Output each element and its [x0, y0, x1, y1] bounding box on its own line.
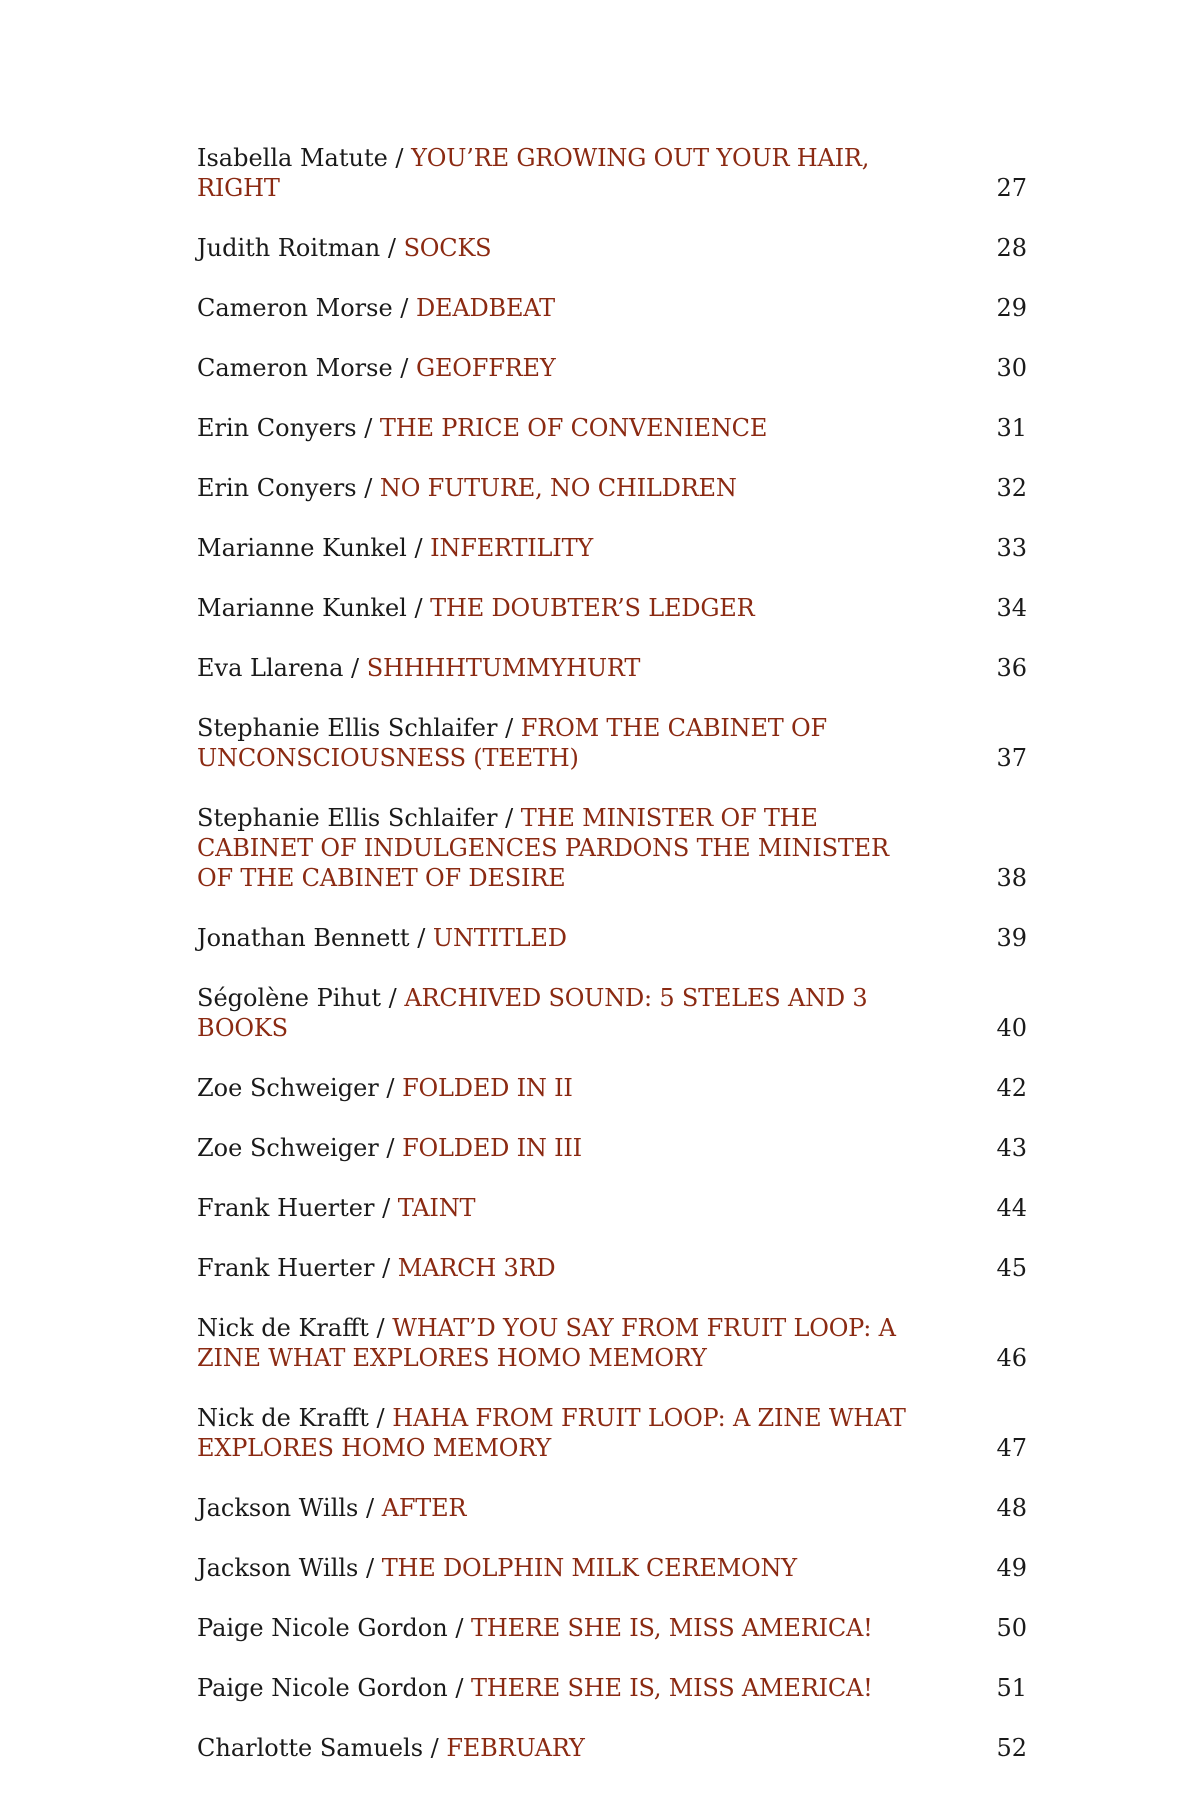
entry-author: Cameron Morse: [197, 354, 393, 382]
entry-separator: /: [381, 984, 405, 1012]
entry-separator: /: [497, 714, 521, 742]
entry-separator: /: [368, 1404, 393, 1432]
table-of-contents: [197, 143, 1027, 1793]
toc-entry: [197, 803, 1027, 893]
toc-entry-text: [197, 1493, 907, 1523]
toc-entry: [197, 653, 1027, 683]
entry-page-number: 37: [996, 744, 1027, 772]
toc-entry: [197, 233, 1027, 263]
entry-separator: /: [378, 1134, 403, 1162]
entry-title: WHAT’D YOU SAY FROM FRUIT LOOP: A ZINE WHAT EXPLORES HOMO MEMORY: [197, 1314, 896, 1372]
entry-page-number: 44: [996, 1194, 1027, 1222]
entry-page-number: 27: [996, 174, 1027, 202]
entry-title: INFERTILITY: [430, 534, 594, 562]
entry-page-number: 48: [996, 1494, 1027, 1522]
entry-title: THE MINISTER OF THE CABINET OF INDULGENCES PARDONS THE MINISTER OF THE CABINET OF DESIRE: [197, 804, 889, 892]
toc-entry: [197, 593, 1027, 623]
entry-separator: /: [423, 1734, 447, 1762]
entry-title: YOU’RE GROWING OUT YOUR HAIR, RIGHT: [197, 144, 870, 202]
entry-separator: /: [387, 144, 412, 172]
entry-separator: /: [343, 654, 367, 682]
entry-author: Stephanie Ellis Schlaifer: [197, 804, 498, 832]
entry-page-number: 38: [996, 864, 1027, 892]
entry-page-number: 36: [996, 654, 1027, 682]
entry-separator: /: [380, 234, 404, 262]
toc-entry-text: [197, 1133, 907, 1163]
entry-author: Marianne Kunkel: [197, 594, 407, 622]
entry-separator: /: [374, 1254, 398, 1282]
toc-entry-text: [197, 473, 907, 503]
entry-title: HAHA FROM FRUIT LOOP: A ZINE WHAT EXPLORES HOMO MEMORY: [197, 1404, 906, 1462]
entry-author: Charlotte Samuels: [197, 1734, 424, 1762]
toc-entry-text: [197, 653, 907, 683]
entry-page-number: 50: [996, 1614, 1027, 1642]
toc-entry-text: [197, 1553, 907, 1583]
entry-page-number: 43: [996, 1134, 1027, 1162]
entry-title: NO FUTURE, NO CHILDREN: [379, 474, 737, 502]
entry-page-number: 52: [996, 1734, 1027, 1762]
entry-author: Stephanie Ellis Schlaifer: [197, 714, 498, 742]
entry-separator: /: [358, 1494, 382, 1522]
toc-entry-text: [197, 1073, 907, 1103]
entry-author: Jonathan Bennett: [197, 924, 410, 952]
entry-separator: /: [406, 534, 431, 562]
entry-page-number: 46: [996, 1344, 1027, 1372]
toc-entry: [197, 413, 1027, 443]
entry-page-number: 45: [996, 1254, 1027, 1282]
toc-entry: [197, 1193, 1027, 1223]
entry-title: THERE SHE IS, MISS AMERICA!: [471, 1674, 873, 1702]
toc-entry-text: [197, 983, 907, 1043]
entry-page-number: 30: [996, 354, 1027, 382]
toc-entry: [197, 293, 1027, 323]
entry-separator: /: [406, 594, 431, 622]
toc-entry-text: [197, 143, 907, 203]
entry-separator: /: [374, 1194, 398, 1222]
entry-author: Paige Nicole Gordon: [197, 1614, 448, 1642]
entry-title: TAINT: [397, 1194, 476, 1222]
toc-entry-text: [197, 1403, 907, 1463]
entry-author: Paige Nicole Gordon: [197, 1674, 448, 1702]
toc-entry: [197, 1073, 1027, 1103]
entry-page-number: 49: [996, 1554, 1027, 1582]
toc-entry: [197, 143, 1027, 203]
entry-page-number: 31: [996, 414, 1027, 442]
toc-entry-text: [197, 1613, 907, 1643]
entry-author: Zoe Schweiger: [197, 1134, 379, 1162]
toc-entry-text: [197, 293, 907, 323]
toc-entry: [197, 473, 1027, 503]
toc-entry: [197, 1613, 1027, 1643]
entry-title: AFTER: [381, 1494, 467, 1522]
entry-title: GEOFFREY: [416, 354, 556, 382]
entry-separator: /: [392, 294, 416, 322]
entry-title: MARCH 3RD: [397, 1254, 556, 1282]
toc-entry: [197, 1733, 1027, 1763]
entry-title: THE PRICE OF CONVENIENCE: [379, 414, 768, 442]
entry-title: UNTITLED: [432, 924, 567, 952]
toc-entry: [197, 1493, 1027, 1523]
entry-page-number: 51: [996, 1674, 1027, 1702]
entry-page-number: 33: [996, 534, 1027, 562]
toc-entry: [197, 1673, 1027, 1703]
toc-entry-text: [197, 353, 907, 383]
toc-entry: [197, 983, 1027, 1043]
entry-separator: /: [447, 1614, 472, 1642]
toc-entry-text: [197, 1673, 907, 1703]
toc-entry-text: [197, 1193, 907, 1223]
toc-entry: [197, 1133, 1027, 1163]
entry-separator: /: [378, 1074, 403, 1102]
toc-entry-text: [197, 1313, 907, 1373]
toc-entry-text: [197, 233, 907, 263]
entry-author: Nick de Krafft: [197, 1314, 369, 1342]
entry-separator: /: [497, 804, 521, 832]
toc-entry: [197, 1253, 1027, 1283]
toc-entry-text: [197, 713, 907, 773]
entry-author: Erin Conyers: [197, 414, 357, 442]
entry-title: SOCKS: [403, 234, 492, 262]
entry-author: Isabella Matute: [197, 144, 388, 172]
entry-page-number: 47: [996, 1434, 1027, 1462]
entry-author: Jackson Wills: [197, 1554, 359, 1582]
entry-title: THE DOLPHIN MILK CEREMONY: [381, 1554, 797, 1582]
toc-entry-text: [197, 1253, 907, 1283]
entry-page-number: 29: [996, 294, 1027, 322]
entry-page-number: 28: [996, 234, 1027, 262]
entry-author: Judith Roitman: [197, 234, 381, 262]
entry-author: Frank Huerter: [197, 1194, 375, 1222]
entry-title: FOLDED IN II: [402, 1074, 573, 1102]
toc-entry: [197, 353, 1027, 383]
entry-separator: /: [368, 1314, 393, 1342]
entry-title: SHHHHTUMMYHURT: [366, 654, 641, 682]
entry-author: Frank Huerter: [197, 1254, 375, 1282]
toc-entry-text: [197, 1733, 907, 1763]
entry-author: Zoe Schweiger: [197, 1074, 379, 1102]
entry-page-number: 42: [996, 1074, 1027, 1102]
entry-title: DEADBEAT: [416, 294, 555, 322]
entry-author: Jackson Wills: [197, 1494, 359, 1522]
entry-page-number: 32: [996, 474, 1027, 502]
entry-title: ARCHIVED SOUND: 5 STELES AND 3 BOOKS: [197, 984, 868, 1042]
entry-title: THE DOUBTER’S LEDGER: [430, 594, 755, 622]
toc-entry: [197, 713, 1027, 773]
entry-separator: /: [409, 924, 433, 952]
entry-separator: /: [356, 414, 380, 442]
entry-page-number: 39: [996, 924, 1027, 952]
entry-author: Cameron Morse: [197, 294, 393, 322]
entry-page-number: 40: [996, 1014, 1027, 1042]
toc-entry-text: [197, 413, 907, 443]
toc-entry: [197, 533, 1027, 563]
toc-entry: [197, 1403, 1027, 1463]
toc-entry-text: [197, 923, 907, 953]
toc-entry-text: [197, 803, 907, 893]
toc-entry: [197, 1553, 1027, 1583]
entry-title: FEBRUARY: [446, 1734, 585, 1762]
entry-author: Ségolène Pihut: [197, 984, 382, 1012]
entry-author: Nick de Krafft: [197, 1404, 369, 1432]
entry-separator: /: [447, 1674, 472, 1702]
entry-author: Erin Conyers: [197, 474, 357, 502]
toc-entry-text: [197, 533, 907, 563]
entry-separator: /: [358, 1554, 382, 1582]
entry-separator: /: [392, 354, 416, 382]
entry-title: FOLDED IN III: [402, 1134, 582, 1162]
entry-author: Eva Llarena: [197, 654, 344, 682]
toc-entry-text: [197, 593, 907, 623]
toc-entry: [197, 923, 1027, 953]
toc-entry: [197, 1313, 1027, 1373]
entry-separator: /: [356, 474, 380, 502]
entry-author: Marianne Kunkel: [197, 534, 407, 562]
entry-title: THERE SHE IS, MISS AMERICA!: [471, 1614, 873, 1642]
entry-page-number: 34: [996, 594, 1027, 622]
entry-title: FROM THE CABINET OF UNCONSCIOUSNESS (TEETH): [197, 714, 827, 772]
